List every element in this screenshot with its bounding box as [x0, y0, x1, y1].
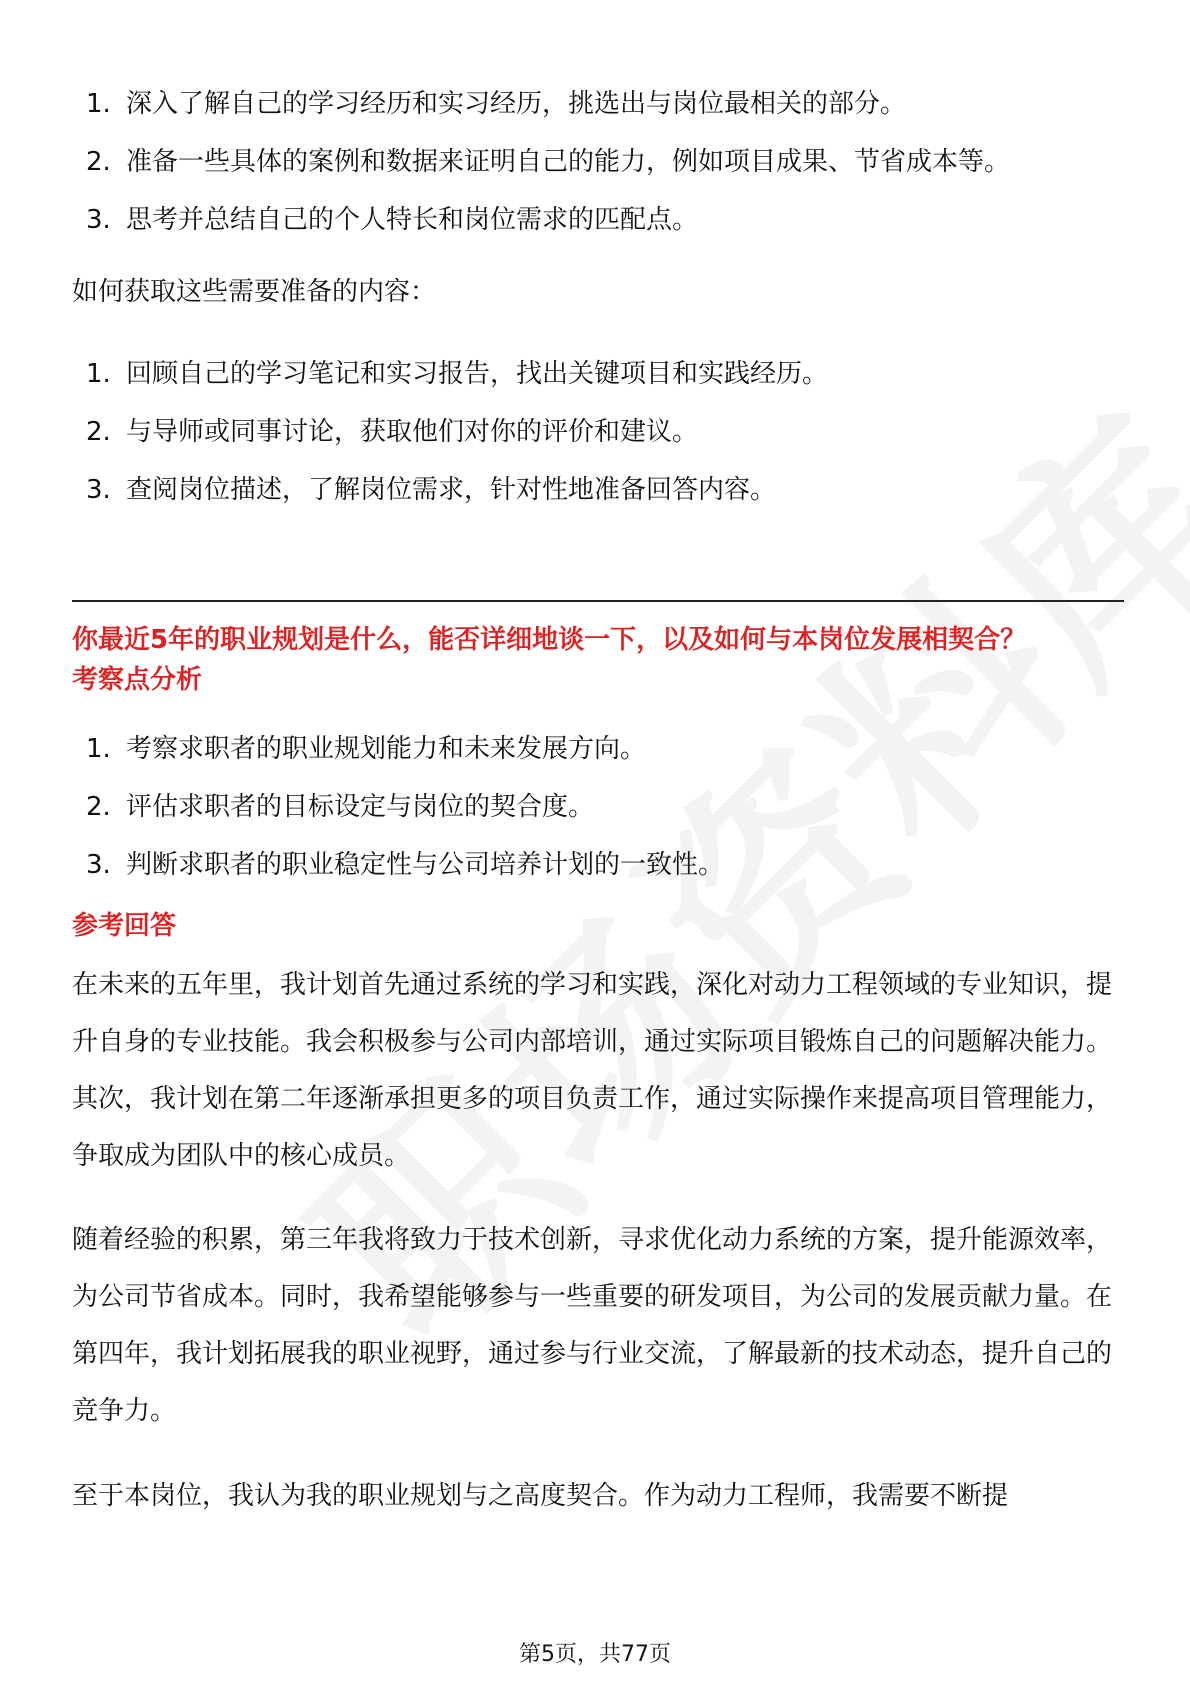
- answer-heading: 参考回答: [72, 911, 177, 941]
- question-heading: 你最近5年的职业规划是什么，能否详细地谈一下，以及如何与本岗位发展相契合？: [72, 625, 1027, 655]
- analysis-list: [72, 731, 1132, 905]
- list-item: 1. 深入了解自己的学习经历和实习经历，挑选出与岗位最相关的部分。: [86, 89, 907, 119]
- answer-paragraph: 在未来的五年里，我计划首先通过系统的学习和实践，深化对动力工程领域的专业知识，提升自身的专业技能。我会积极参与公司内部培训，通过实际项目锻炼自己的问题解决能力。其次，我计划在第二年逐渐承担更多的项目负责工作，通过实际操作来提高项目管理能力，争取成为团队中的核心成员。: [72, 970, 1113, 1171]
- section-divider: [72, 600, 1124, 602]
- prep-list: [72, 86, 1132, 260]
- analysis-heading: 考察点分析: [72, 665, 203, 695]
- list-item: 2. 与导师或同事讨论，获取他们对你的评价和建议。: [86, 417, 699, 447]
- list-item: 1. 回顾自己的学习笔记和实习报告，找出关键项目和实践经历。: [86, 359, 829, 389]
- list-item: 3. 思考并总结自己的个人特长和岗位需求的匹配点。: [86, 205, 699, 235]
- list-item: 3. 判断求职者的职业稳定性与公司培养计划的一致性。: [86, 850, 725, 880]
- page-number: 第5页，共77页: [519, 1642, 671, 1667]
- list-item: 2. 评估求职者的目标设定与岗位的契合度。: [86, 792, 595, 822]
- answer-paragraph: 随着经验的积累，第三年我将致力于技术创新，寻求优化动力系统的方案，提升能源效率，为公司节省成本。同时，我希望能够参与一些重要的研发项目，为公司的发展贡献力量。在第四年，我计划拓展我的职业视野，通过参与行业交流，了解最新的技术动态，提升自己的竞争力。: [72, 1225, 1113, 1426]
- get-list: [72, 356, 1132, 530]
- list-item: 1. 考察求职者的职业规划能力和未来发展方向。: [86, 734, 647, 764]
- list-item: 2. 准备一些具体的案例和数据来证明自己的能力，例如项目成果、节省成本等。: [86, 147, 1011, 177]
- answer-paragraph: 至于本岗位，我认为我的职业规划与之高度契合。作为动力工程师，我需要不断提: [72, 1481, 1009, 1511]
- list-item: 3. 查阅岗位描述，了解岗位需求，针对性地准备回答内容。: [86, 475, 777, 505]
- how-to-get-heading: 如何获取这些需要准备的内容：: [72, 277, 437, 307]
